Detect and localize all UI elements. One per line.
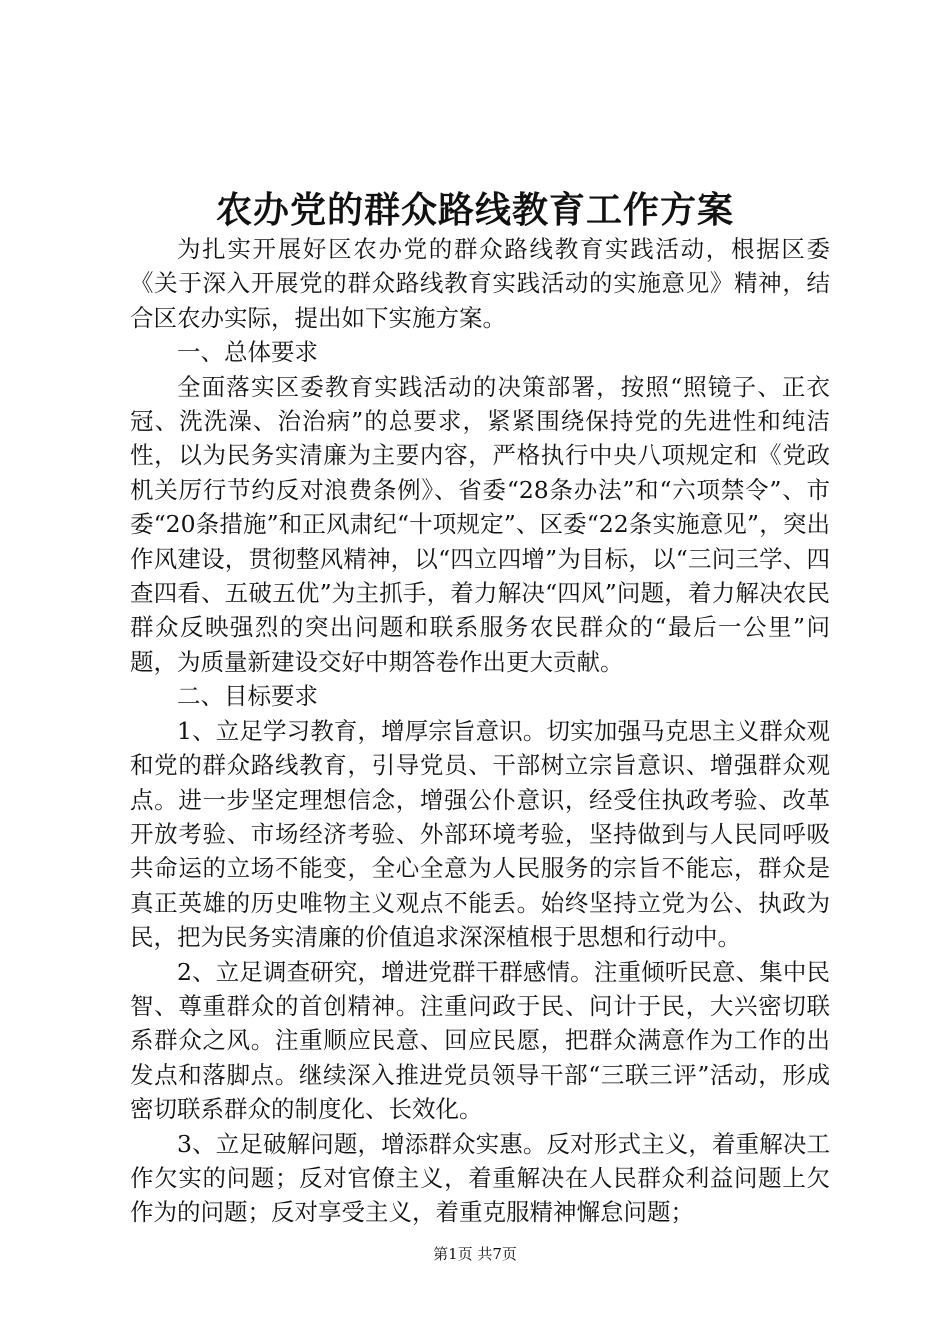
page-number-footer: 第1页 共7页	[433, 1245, 517, 1263]
section-heading-goals: 二、目标要求	[177, 682, 318, 711]
paragraph-goal-3: 3、立足破解问题，增添群众实惠。反对形式主义，着重解决工作欠实的问题；反对官僚主义，着重解决在人民群众利益问题上欠作为的问题；反对享受主义，着重克服精神懈怠问题；	[130, 1129, 830, 1227]
paragraph-goal-2: 2、立足调查研究，增进党群干群感情。注重倾听民意、集中民智、尊重群众的首创精神。注重问政于民、问计于民，大兴密切联系群众之风。注重顺应民意、回应民愿，把群众满意作为工作的出发点和落脚点。继续深入推进党员领导干部“三联三评”活动，形成密切联系群众的制度化、长效化。	[130, 957, 830, 1124]
paragraph-goal-1: 1、立足学习教育，增厚宗旨意识。切实加强马克思主义群众观和党的群众路线教育，引导党员、干部树立宗旨意识、增强群众观点。进一步坚定理想信念，增强公仆意识，经受住执政考验、改革开放考验、市场经济考验、外部环境考验，坚持做到与人民同呼吸共命运的立场不能变，全心全意为人民服务的宗旨不能忘，群众是真正英雄的历史唯物主义观点不能丢。始终坚持立党为公、执政为民，把为民务实清廉的价值追求深深植根于思想和行动中。	[130, 716, 830, 952]
document-body	[130, 232, 830, 1230]
document-title: 农办党的群众路线教育工作方案	[215, 189, 734, 231]
paragraph-intro: 为扎实开展好区农办党的群众路线教育实践活动，根据区委《关于深入开展党的群众路线教育实践活动的实施意见》精神，结合区农办实际，提出如下实施方案。	[130, 235, 830, 332]
section-heading-overall: 一、总体要求	[177, 338, 318, 367]
paragraph-overall-requirements: 全面落实区委教育实践活动的决策部署，按照“照镜子、正衣冠、洗洗澡、治治病”的总要求，紧紧围绕保持党的先进性和纯洁性，以为民务实清廉为主要内容，严格执行中央八项规定和《党政机关厉行节约反对浪费条例》、省委“28条办法”和“六项禁令”、市委“20条措施”和正风肃纪“十项规定”、区委“22条实施意见”，突出作风建设，贯彻整风精神，以“四立四增”为目标，以“三问三学、四查四看、五破五优”为主抓手，着力解决“四风”问题，着力解决农民群众反映强烈的突出问题和联系服务农民群众的“最后一公里”问题，为质量新建设交好中期答卷作出更大贡献。	[130, 372, 830, 676]
